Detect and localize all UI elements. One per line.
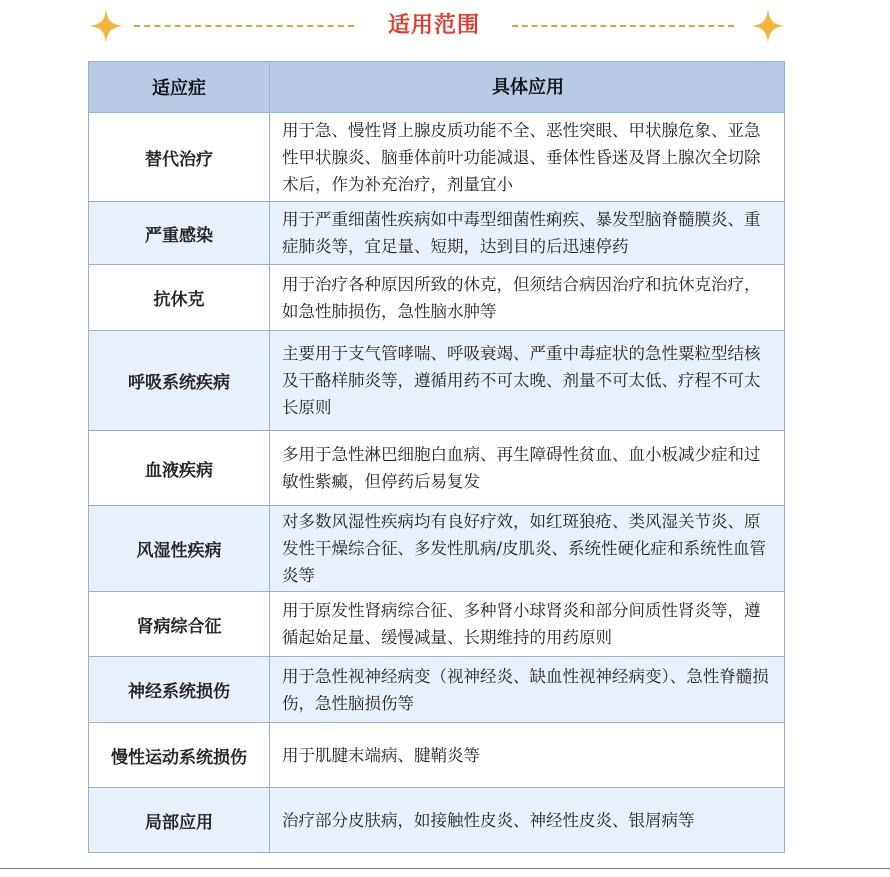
application-cell: 治疗部分皮肤病，如接触性皮炎、神经性皮炎、银屑病等	[282, 810, 695, 830]
table-row	[89, 265, 784, 331]
indication-cell: 严重感染	[89, 202, 270, 264]
application-cell: 用于原发性肾病综合征、多种肾小球肾炎和部分间质性肾炎等，遵循起始足量、缓慢减量、长期维持的用药原则	[282, 601, 761, 647]
application-cell: 用于治疗各种原因所致的休克，但须结合病因治疗和抗休克治疗，如急性肺损伤，急性脑水肿等	[282, 274, 761, 321]
application-cell: 主要用于支气管哮喘、呼吸衰竭、严重中毒症状的急性粟粒型结核及干酪样肺炎等，遵循用药不可太晚、剂量不可太低、疗程不可太长原则	[282, 344, 761, 417]
sparkle-star-icon	[750, 8, 786, 44]
indication-cell: 血液疾病	[89, 431, 270, 505]
application-cell: 对多数风湿性疾病均有良好疗效，如红斑狼疮、类风湿关节炎、原发性干燥综合征、多发性肌病/皮肌炎、系统性硬化症和系统性血管炎等	[282, 512, 767, 585]
indication-cell: 神经系统损伤	[89, 657, 270, 722]
indications-table	[88, 61, 785, 853]
dashed-divider-right	[512, 25, 734, 27]
indication-cell: 局部应用	[89, 788, 270, 852]
table-row	[89, 657, 784, 723]
table-row	[89, 202, 784, 265]
indication-cell: 替代治疗	[89, 113, 270, 201]
sparkle-star-icon	[88, 8, 124, 44]
table-row	[89, 788, 784, 852]
page-title: 适用范围	[387, 13, 480, 38]
indication-cell: 慢性运动系统损伤	[89, 723, 270, 787]
title-banner	[0, 0, 890, 52]
table-row	[89, 723, 784, 788]
table-row	[89, 431, 784, 506]
indication-cell: 呼吸系统疾病	[89, 331, 270, 430]
application-cell: 用于急性视神经病变（视神经炎、缺血性视神经病变）、急性脊髓损伤，急性脑损伤等	[282, 666, 769, 713]
indication-cell: 风湿性疾病	[89, 506, 270, 591]
bottom-divider	[0, 868, 890, 869]
table-header-row	[89, 62, 784, 113]
indication-cell: 肾病综合征	[89, 592, 270, 656]
column-header-indication: 适应症	[89, 62, 270, 112]
application-cell: 用于急、慢性肾上腺皮质功能不全、恶性突眼、甲状腺危象、亚急性甲状腺炎、脑垂体前叶功能减退、垂体性昏迷及肾上腺次全切除术后，作为补充治疗，剂量宜小	[282, 120, 761, 194]
application-cell: 用于肌腱末端病、腱鞘炎等	[282, 745, 480, 765]
table-row	[89, 592, 784, 657]
application-cell: 多用于急性淋巴细胞白血病、再生障碍性贫血、血小板减少症和过敏性紫癜，但停药后易复发	[282, 445, 761, 491]
table-row	[89, 331, 784, 431]
indication-cell: 抗休克	[89, 265, 270, 330]
table-row	[89, 113, 784, 202]
application-cell: 用于严重细菌性疾病如中毒型细菌性痢疾、暴发型脑脊髓膜炎、重症肺炎等，宜足量、短期，达到目的后迅速停药	[282, 210, 761, 256]
dashed-divider-left	[134, 25, 354, 27]
column-header-application: 具体应用	[492, 76, 564, 98]
table-row	[89, 506, 784, 592]
